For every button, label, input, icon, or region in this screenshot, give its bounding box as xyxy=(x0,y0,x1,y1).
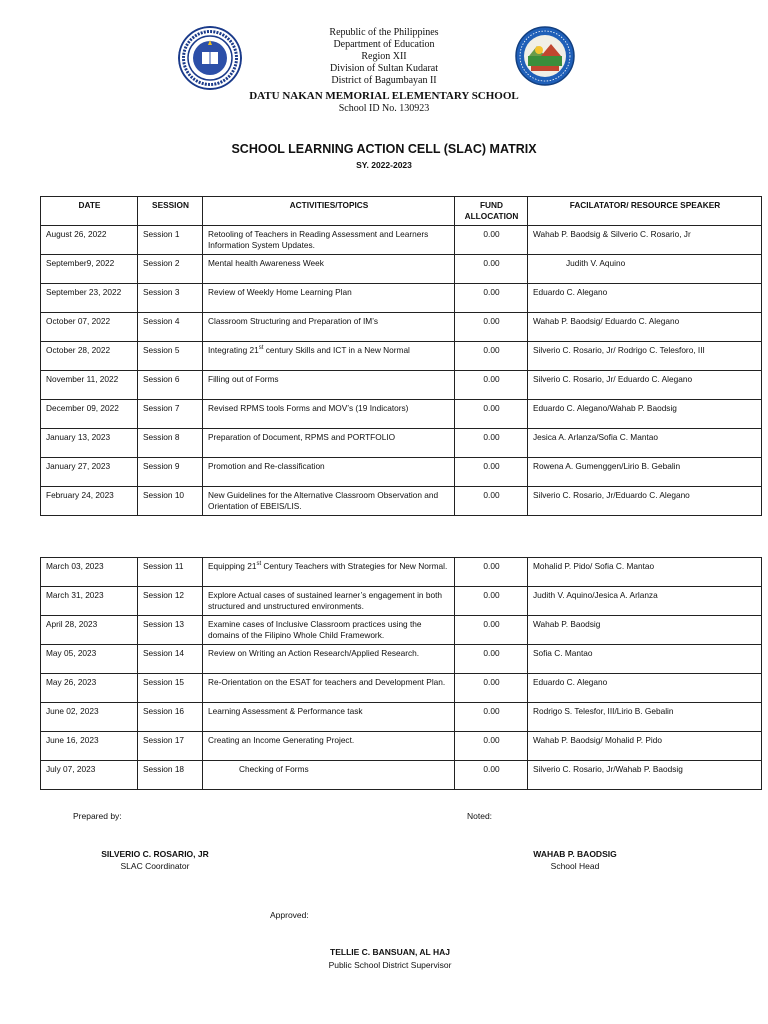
table-row xyxy=(41,226,762,255)
date-cell: October 07, 2022 xyxy=(41,313,138,342)
session-cell: Session 10 xyxy=(138,487,203,516)
date-cell: September 23, 2022 xyxy=(41,284,138,313)
speaker-cell: Judith V. Aquino/Jesica A. Arlanza xyxy=(528,587,762,616)
topic-cell: Checking of Forms xyxy=(203,761,455,790)
speaker-cell: Wahab P. Baodsig/ Eduardo C. Alegano xyxy=(528,313,762,342)
fund-cell: 0.00 xyxy=(455,587,528,616)
fund-cell: 0.00 xyxy=(455,645,528,674)
topic-cell: Integrating 21st century Skills and ICT in a New Normal xyxy=(203,342,455,371)
school-name: DATU NAKAN MEMORIAL ELEMENTARY SCHOOL xyxy=(249,90,519,102)
fund-cell: 0.00 xyxy=(455,284,528,313)
speaker-cell: Eduardo C. Alegano xyxy=(528,284,762,313)
prepared-title: SLAC Coordinator xyxy=(120,861,190,871)
header-line: District of Bagumbayan II xyxy=(331,75,437,86)
session-cell: Session 6 xyxy=(138,371,203,400)
speaker-cell: Wahab P. Baodsig xyxy=(528,616,762,645)
date-cell: March 03, 2023 xyxy=(41,558,138,587)
school-id: School ID No. 130923 xyxy=(338,103,430,114)
date-cell: December 09, 2022 xyxy=(41,400,138,429)
topic-cell: Re-Orientation on the ESAT for teachers and Development Plan. xyxy=(203,674,455,703)
date-cell: August 26, 2022 xyxy=(41,226,138,255)
fund-cell: 0.00 xyxy=(455,487,528,516)
prepared-name: SILVERIO C. ROSARIO, JR xyxy=(101,849,209,859)
column-header-topics: ACTIVITIES/TOPICS xyxy=(203,197,455,226)
date-cell: June 16, 2023 xyxy=(41,732,138,761)
session-cell: Session 2 xyxy=(138,255,203,284)
column-header-speaker: FACILATATOR/ RESOURCE SPEAKER xyxy=(528,197,762,226)
fund-cell: 0.00 xyxy=(455,342,528,371)
topic-cell: Revised RPMS tools Forms and MOV’s (19 Indicators) xyxy=(203,400,455,429)
table-row xyxy=(41,342,762,371)
table-row xyxy=(41,255,762,284)
table-header-row xyxy=(41,197,762,226)
session-cell: Session 12 xyxy=(138,587,203,616)
fund-cell: 0.00 xyxy=(455,255,528,284)
fund-cell: 0.00 xyxy=(455,429,528,458)
speaker-cell: Jesica A. Arlanza/Sofia C. Mantao xyxy=(528,429,762,458)
prepared-by-label: Prepared by: xyxy=(73,811,122,821)
speaker-cell: Mohalid P. Pido/ Sofia C. Mantao xyxy=(528,558,762,587)
table-row xyxy=(41,313,762,342)
topic-cell: Preparation of Document, RPMS and PORTFOLIO xyxy=(203,429,455,458)
session-cell: Session 4 xyxy=(138,313,203,342)
slac-matrix-table xyxy=(40,196,762,516)
approved-name: TELLIE C. BANSUAN, AL HAJ xyxy=(330,947,450,957)
table-row xyxy=(41,487,762,516)
session-cell: Session 7 xyxy=(138,400,203,429)
speaker-cell: Rodrigo S. Telesfor, III/Lirio B. Gebalin xyxy=(528,703,762,732)
speaker-cell: Silverio C. Rosario, Jr/ Eduardo C. Alegano xyxy=(528,371,762,400)
table-row xyxy=(41,616,762,645)
table-row xyxy=(41,558,762,587)
speaker-cell: Wahab P. Baodsig & Silverio C. Rosario, Jr xyxy=(528,226,762,255)
session-cell: Session 14 xyxy=(138,645,203,674)
noted-name: WAHAB P. BAODSIG xyxy=(533,849,617,859)
date-cell: November 11, 2022 xyxy=(41,371,138,400)
topic-cell: Classroom Structuring and Preparation of IM’s xyxy=(203,313,455,342)
table-row xyxy=(41,674,762,703)
topic-cell: Explore Actual cases of sustained learner’s engagement in both structured and unstructured environments. xyxy=(203,587,455,616)
header-line: Division of Sultan Kudarat xyxy=(329,63,439,74)
session-cell: Session 11 xyxy=(138,558,203,587)
fund-cell: 0.00 xyxy=(455,703,528,732)
speaker-cell: Rowena A. Gumenggen/Lirio B. Gebalin xyxy=(528,458,762,487)
date-cell: June 02, 2023 xyxy=(41,703,138,732)
noted-title: School Head xyxy=(550,861,600,871)
table-row xyxy=(41,732,762,761)
approved-title: Public School District Supervisor xyxy=(328,960,452,970)
fund-cell: 0.00 xyxy=(455,458,528,487)
session-cell: Session 9 xyxy=(138,458,203,487)
date-cell: September9, 2022 xyxy=(41,255,138,284)
table-row xyxy=(41,458,762,487)
session-cell: Session 3 xyxy=(138,284,203,313)
topic-cell: New Guidelines for the Alternative Classroom Observation and Orientation of EBEIS/LIS. xyxy=(203,487,455,516)
fund-cell: 0.00 xyxy=(455,313,528,342)
topic-cell: Learning Assessment & Performance task xyxy=(203,703,455,732)
table-row xyxy=(41,761,762,790)
session-cell: Session 5 xyxy=(138,342,203,371)
session-cell: Session 8 xyxy=(138,429,203,458)
school-year: SY. 2022-2023 xyxy=(356,160,412,170)
fund-cell: 0.00 xyxy=(455,761,528,790)
table-row xyxy=(41,400,762,429)
table-row xyxy=(41,284,762,313)
date-cell: May 05, 2023 xyxy=(41,645,138,674)
speaker-cell: Eduardo C. Alegano/Wahab P. Baodsig xyxy=(528,400,762,429)
topic-cell: Review on Writing an Action Research/Applied Research. xyxy=(203,645,455,674)
date-cell: July 07, 2023 xyxy=(41,761,138,790)
speaker-cell: Silverio C. Rosario, Jr/ Rodrigo C. Telesforo, III xyxy=(528,342,762,371)
fund-cell: 0.00 xyxy=(455,558,528,587)
date-cell: May 26, 2023 xyxy=(41,674,138,703)
table-row xyxy=(41,429,762,458)
session-cell: Session 1 xyxy=(138,226,203,255)
session-cell: Session 16 xyxy=(138,703,203,732)
document-title: SCHOOL LEARNING ACTION CELL (SLAC) MATRIX xyxy=(231,142,537,156)
session-cell: Session 18 xyxy=(138,761,203,790)
column-header-date: DATE xyxy=(41,197,138,226)
table-row xyxy=(41,645,762,674)
approved-label: Approved: xyxy=(270,910,309,920)
header-line: Region XII xyxy=(361,51,407,62)
column-header-session: SESSION xyxy=(138,197,203,226)
date-cell: January 27, 2023 xyxy=(41,458,138,487)
header-line: Department of Education xyxy=(333,39,435,50)
column-header-fund: FUND ALLOCATION xyxy=(455,197,528,226)
speaker-cell: Eduardo C. Alegano xyxy=(528,674,762,703)
fund-cell: 0.00 xyxy=(455,226,528,255)
date-cell: April 28, 2023 xyxy=(41,616,138,645)
speaker-cell: Silverio C. Rosario, Jr/Eduardo C. Alegano xyxy=(528,487,762,516)
fund-cell: 0.00 xyxy=(455,732,528,761)
session-cell: Session 13 xyxy=(138,616,203,645)
speaker-cell: Wahab P. Baodsig/ Mohalid P. Pido xyxy=(528,732,762,761)
fund-cell: 0.00 xyxy=(455,400,528,429)
header-line: Republic of the Philippines xyxy=(329,27,439,38)
session-cell: Session 17 xyxy=(138,732,203,761)
topic-cell: Examine cases of Inclusive Classroom practices using the domains of the Filipino Whole Child Framework. xyxy=(203,616,455,645)
topic-cell: Equipping 21st Century Teachers with Strategies for New Normal. xyxy=(203,558,455,587)
speaker-cell: Sofia C. Mantao xyxy=(528,645,762,674)
topic-cell: Creating an Income Generating Project. xyxy=(203,732,455,761)
date-cell: February 24, 2023 xyxy=(41,487,138,516)
fund-cell: 0.00 xyxy=(455,674,528,703)
topic-cell: Mental health Awareness Week xyxy=(203,255,455,284)
date-cell: January 13, 2023 xyxy=(41,429,138,458)
topic-cell: Review of Weekly Home Learning Plan xyxy=(203,284,455,313)
table-row xyxy=(41,703,762,732)
topic-cell: Retooling of Teachers in Reading Assessment and Learners Information System Updates. xyxy=(203,226,455,255)
table-row xyxy=(41,371,762,400)
speaker-cell: Judith V. Aquino xyxy=(528,255,762,284)
table-row xyxy=(41,587,762,616)
topic-cell: Filling out of Forms xyxy=(203,371,455,400)
slac-matrix-table-continued xyxy=(40,557,762,790)
fund-cell: 0.00 xyxy=(455,371,528,400)
session-cell: Session 15 xyxy=(138,674,203,703)
noted-label: Noted: xyxy=(467,811,493,821)
topic-cell: Promotion and Re-classification xyxy=(203,458,455,487)
date-cell: October 28, 2022 xyxy=(41,342,138,371)
speaker-cell: Silverio C. Rosario, Jr/Wahab P. Baodsig xyxy=(528,761,762,790)
fund-cell: 0.00 xyxy=(455,616,528,645)
date-cell: March 31, 2023 xyxy=(41,587,138,616)
